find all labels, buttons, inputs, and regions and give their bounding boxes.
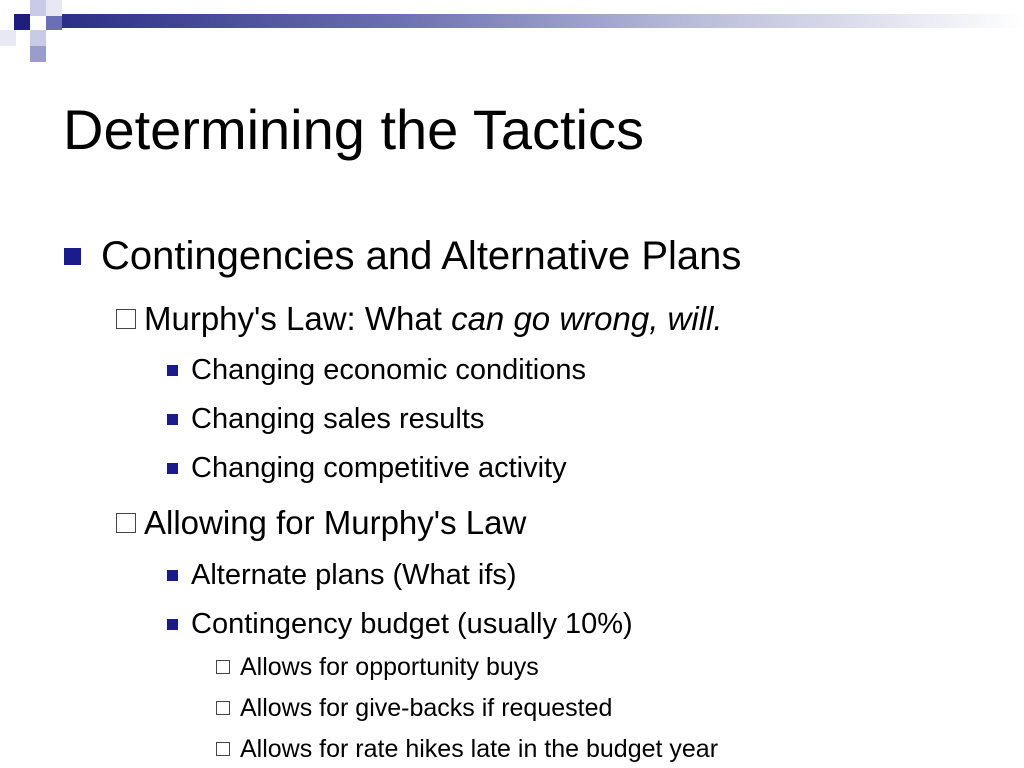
hollow-square-icon bbox=[216, 660, 230, 674]
bullet-text: Changing competitive activity bbox=[191, 451, 567, 484]
hollow-square-icon bbox=[116, 309, 136, 329]
bullet-text-italic: can go wrong, will. bbox=[451, 300, 723, 337]
bullet-level3 bbox=[167, 605, 633, 643]
bullet-level2 bbox=[116, 502, 526, 544]
bullet-level2 bbox=[116, 298, 723, 340]
filled-square-icon bbox=[167, 619, 178, 630]
bullet-level1 bbox=[64, 232, 741, 280]
slide-title: Determining the Tactics bbox=[63, 98, 644, 161]
deco-square bbox=[0, 30, 16, 46]
bullet-text: Allows for opportunity buys bbox=[240, 652, 539, 681]
bullet-text: Changing sales results bbox=[191, 402, 485, 435]
deco-square bbox=[46, 0, 62, 16]
bullet-level3 bbox=[167, 351, 586, 389]
filled-square-icon bbox=[167, 463, 178, 474]
filled-square-icon bbox=[167, 570, 178, 581]
bullet-level3 bbox=[167, 400, 484, 438]
bullet-level4 bbox=[216, 733, 718, 765]
deco-square bbox=[46, 14, 62, 30]
filled-square-icon bbox=[167, 414, 178, 425]
filled-square-icon bbox=[64, 248, 81, 265]
header-decoration bbox=[0, 0, 1024, 70]
bullet-text-plain: Murphy's Law: What bbox=[144, 300, 452, 337]
deco-square bbox=[30, 0, 46, 16]
deco-square bbox=[14, 14, 30, 30]
bullet-text bbox=[144, 300, 723, 338]
bullet-text: Allows for give-backs if requested bbox=[240, 693, 613, 722]
bullet-text: Allowing for Murphy's Law bbox=[144, 504, 527, 541]
bullet-text: Contingencies and Alternative Plans bbox=[101, 233, 742, 278]
bullet-text: Changing economic conditions bbox=[191, 353, 586, 386]
deco-square bbox=[30, 30, 46, 46]
deco-square bbox=[30, 46, 46, 62]
hollow-square-icon bbox=[216, 701, 230, 715]
hollow-square-icon bbox=[216, 742, 230, 756]
bullet-text: Allows for rate hikes late in the budget year bbox=[240, 734, 719, 763]
deco-square bbox=[14, 30, 30, 46]
hollow-square-icon bbox=[116, 513, 136, 533]
bullet-level4 bbox=[216, 692, 612, 724]
bullet-text: Alternate plans (What ifs) bbox=[191, 558, 517, 591]
filled-square-icon bbox=[167, 365, 178, 376]
header-gradient-bar bbox=[60, 14, 1024, 28]
bullet-level4 bbox=[216, 651, 539, 683]
bullet-text: Contingency budget (usually 10%) bbox=[191, 607, 633, 640]
bullet-level3 bbox=[167, 449, 567, 487]
bullet-level3 bbox=[167, 556, 517, 594]
